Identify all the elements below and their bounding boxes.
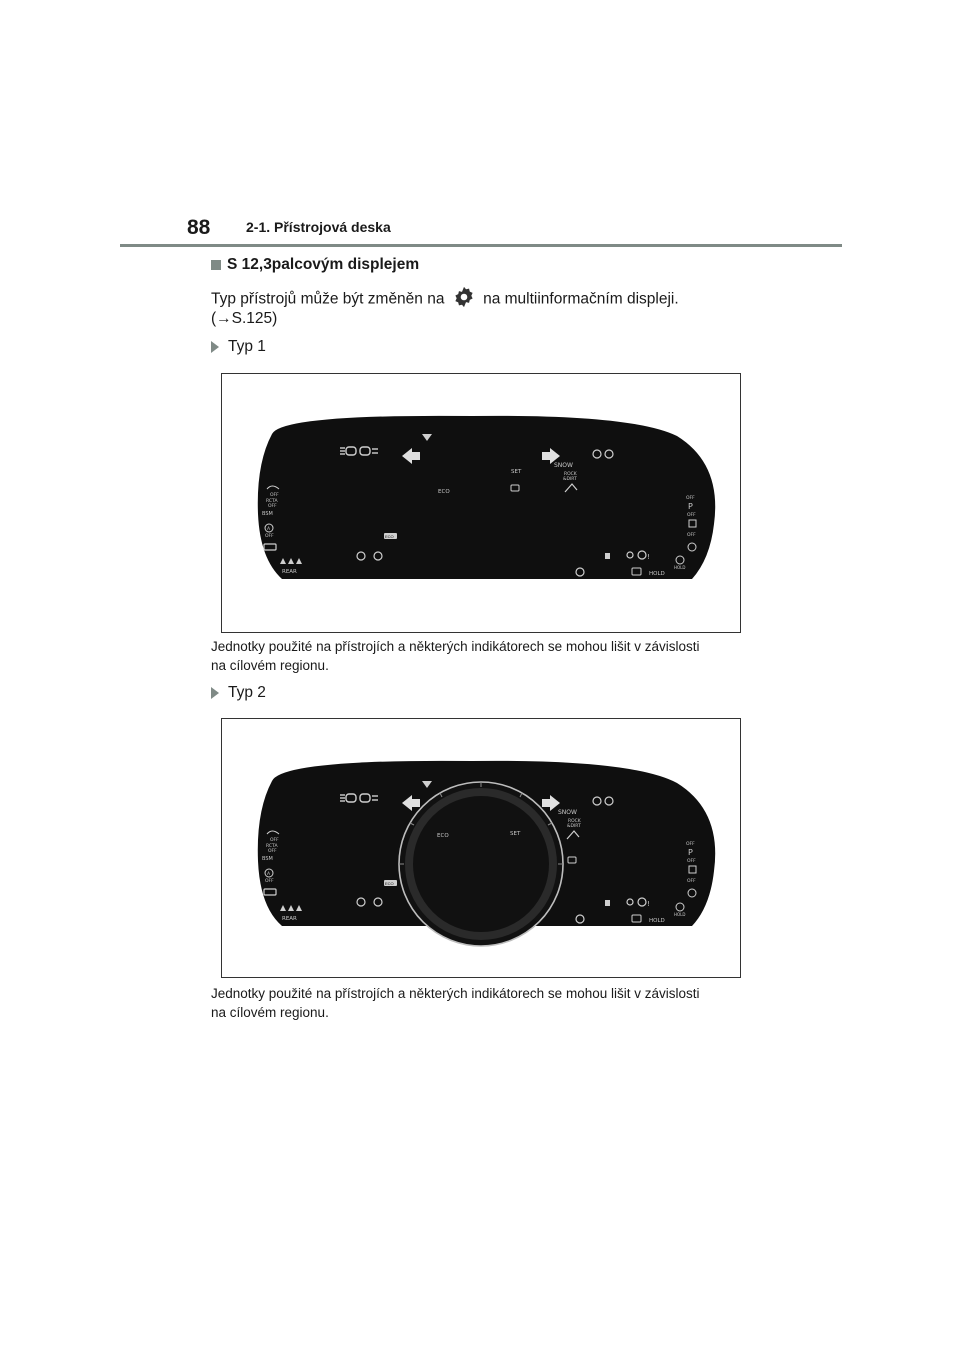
dirt-mode-label: &DIRT — [567, 824, 581, 829]
hold-small-label: HOLD — [674, 912, 686, 917]
subsection-heading — [211, 256, 419, 274]
snow-mode-label: SNOW — [554, 462, 573, 469]
section-title: 2-1. Přístrojová deska — [246, 219, 391, 235]
auto-stop-off-label: OFF — [265, 879, 274, 884]
type-1-caption — [211, 637, 751, 675]
fuel-icon — [605, 900, 610, 906]
intro-text-after: na multiinformačním displeji. — [483, 290, 679, 308]
speedometer-ring — [399, 782, 563, 946]
auto-label: A — [267, 872, 271, 877]
triangle-bullet-icon — [211, 341, 219, 353]
off-label: OFF — [270, 838, 279, 843]
type-2-label — [211, 684, 266, 702]
intro-paragraph — [211, 286, 679, 313]
page-reference: (→S.125) — [211, 310, 278, 327]
type-1-cluster-display — [222, 374, 740, 632]
rock-mode-label: ROCK — [564, 472, 577, 477]
header-divider — [120, 244, 842, 247]
parking-off-label: OFF — [687, 513, 696, 518]
rcta-label: RCTA — [266, 499, 278, 504]
right-off-label: OFF — [686, 496, 695, 501]
rcta-off-label: OFF — [268, 849, 277, 854]
type-2-caption-line-2: na cílovém regionu. — [211, 1005, 329, 1020]
type-1-label-text: Typ 1 — [228, 338, 266, 355]
triangle-bullet-icon — [211, 687, 219, 699]
warning-label: ! — [647, 553, 650, 561]
pcs-off-label: OFF — [687, 533, 696, 538]
cruise-set-label: SET — [510, 831, 521, 837]
rear-label: REAR — [282, 569, 297, 575]
seat-belt-rear-icon — [280, 558, 302, 564]
heading-text: S 12,3palcovým displejem — [227, 256, 420, 273]
auto-stop-off-label: OFF — [265, 534, 274, 539]
right-off-label: OFF — [686, 842, 695, 847]
type-2-cluster-figure — [221, 718, 741, 978]
type-2-caption — [211, 984, 751, 1022]
fuel-icon — [605, 553, 610, 559]
eco-mode-label: ECO — [438, 489, 450, 495]
eco-badge-label: ECO — [385, 881, 394, 886]
parking-p-label: P — [688, 502, 693, 511]
gear-icon — [453, 286, 475, 313]
type-2-caption-line-1: Jednotky použité na přístrojích a některých indikátorech se mohou lišit v závislosti — [211, 986, 700, 1001]
type-1-cluster-figure — [221, 373, 741, 633]
type-2-cluster-display — [222, 719, 740, 977]
type-1-caption-line-2: na cílovém regionu. — [211, 658, 329, 673]
bsm-label: BSM — [262, 856, 273, 862]
type-2-label-text: Typ 2 — [228, 684, 266, 701]
square-bullet-icon — [211, 260, 221, 270]
page-number: 88 — [187, 216, 211, 239]
rock-mode-label: ROCK — [568, 819, 581, 824]
auto-label: A — [267, 527, 271, 532]
parking-off-label: OFF — [687, 859, 696, 864]
hold-label: HOLD — [649, 571, 665, 577]
type-1-caption-line-1: Jednotky použité na přístrojích a některých indikátorech se mohou lišit v závislosti — [211, 639, 700, 654]
pcs-off-label: OFF — [687, 879, 696, 884]
cruise-set-label: SET — [511, 469, 522, 475]
eco-mode-label: ECO — [437, 833, 449, 839]
parking-p-label: P — [688, 848, 693, 857]
eco-badge-label: ECO — [385, 534, 394, 539]
hold-label: HOLD — [649, 918, 665, 924]
dirt-mode-label: &DIRT — [563, 477, 577, 482]
warning-label: ! — [647, 900, 650, 908]
rcta-off-label: OFF — [268, 504, 277, 509]
intro-text-before: Typ přístrojů může být změněn na — [211, 290, 445, 308]
off-label: OFF — [270, 493, 279, 498]
snow-mode-label: SNOW — [558, 809, 577, 816]
rcta-label: RCTA — [266, 844, 278, 849]
type-1-label — [211, 338, 266, 356]
seat-belt-rear-icon — [280, 905, 302, 911]
bsm-label: BSM — [262, 511, 273, 517]
hold-small-label: HOLD — [674, 565, 686, 570]
rear-label: REAR — [282, 916, 297, 922]
